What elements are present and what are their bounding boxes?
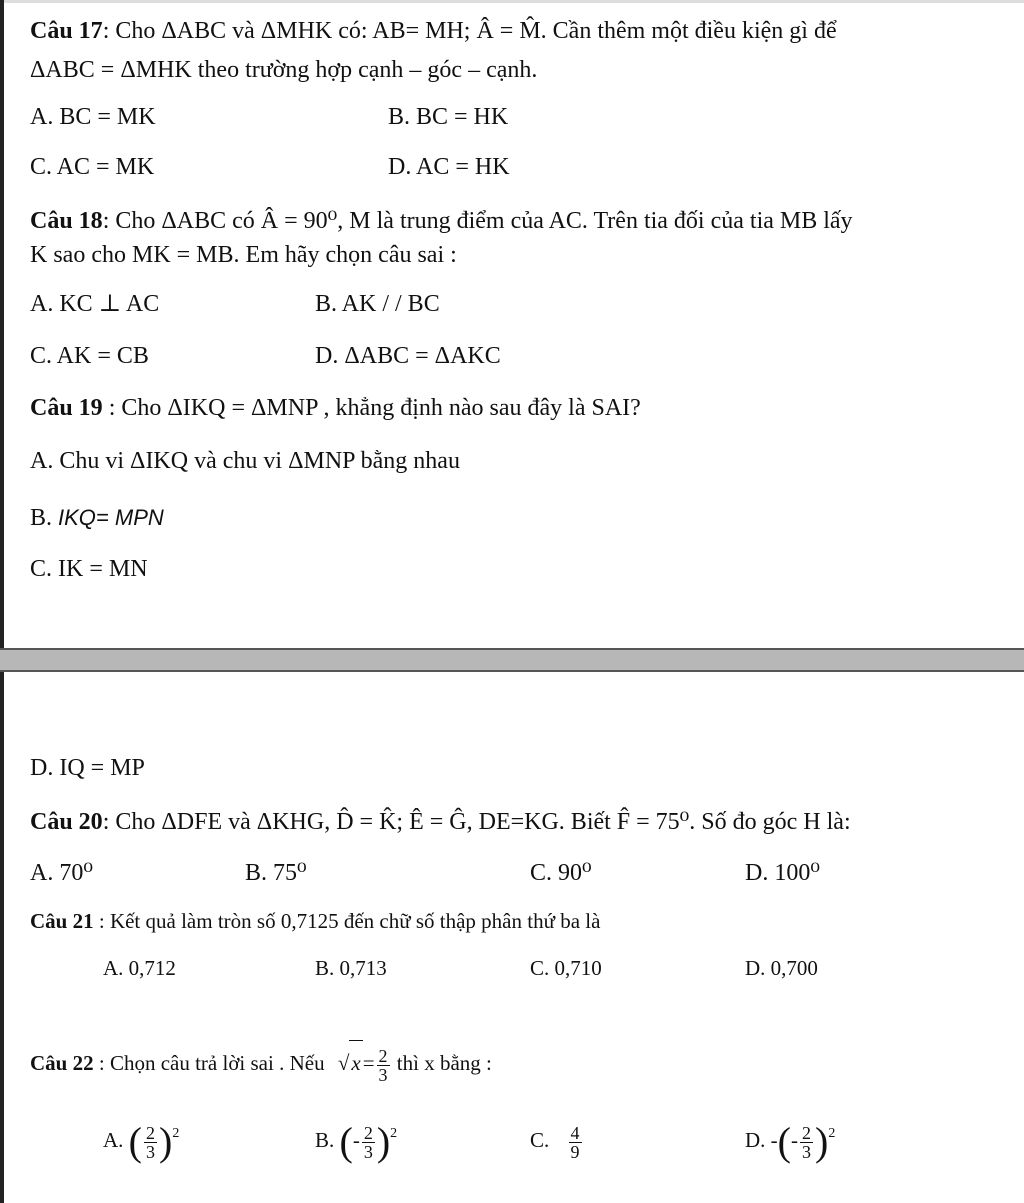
- q19-option-d[interactable]: D. IQ = MP: [30, 755, 145, 781]
- q22-option-c[interactable]: C. $\frac{4}{9}$: [530, 1122, 580, 1162]
- q22-line1: Câu 22 : Chọn câu trả lời sai . Nếu √x= $\frac{2}{3}$ thì x bằng :: [30, 1040, 492, 1085]
- q17-option-a[interactable]: A. BC = MK: [30, 104, 156, 130]
- top-border: [0, 0, 1024, 3]
- q20-label: Câu 20: [30, 809, 103, 835]
- q19-option-a[interactable]: A. Chu vi ΔIKQ và chu vi ΔMNP bằng nhau: [30, 448, 460, 474]
- q19-line1: [30, 393, 641, 423]
- q17-option-c[interactable]: C. AC = MK: [30, 154, 155, 180]
- q19-option-b[interactable]: [30, 503, 164, 533]
- q19-option-b-label: B.: [30, 505, 59, 531]
- q19-label: Câu 19: [30, 395, 103, 421]
- q22-option-a[interactable]: A. ( $\frac{2}{3}$ )$^2$: [103, 1119, 180, 1165]
- q22-option-b[interactable]: B. (- $\frac{2}{3}$ )$^2$: [315, 1119, 398, 1165]
- q22-sqrt-var: x: [349, 1040, 362, 1085]
- q21-option-d[interactable]: D. 0,700: [745, 956, 818, 980]
- left-border: [0, 0, 4, 1203]
- q20-option-b[interactable]: B. 75⁰: [245, 860, 307, 886]
- q21-option-b[interactable]: B. 0,713: [315, 956, 387, 980]
- page-separator: [0, 648, 1024, 672]
- q22-eq: =: [362, 1051, 375, 1075]
- q18-text2: K sao cho MK = MB. Em hãy chọn câu sai :: [30, 242, 457, 268]
- q21-option-c[interactable]: C. 0,710: [530, 956, 602, 980]
- q22-text2: thì x bằng :: [396, 1051, 492, 1075]
- q18-text1: : Cho ΔABC có Â = 90⁰, M là trung điểm của AC. Trên tia đối của tia MB lấy: [102, 208, 853, 234]
- q18-line1: [30, 206, 853, 236]
- q19-option-c[interactable]: C. IK = MN: [30, 556, 148, 582]
- q18-option-b[interactable]: B. AK / / BC: [315, 291, 440, 317]
- q20-text1: : Cho ΔDFE và ΔKHG, D̂ = K̂; Ê = Ĝ, DE=KG. Biết F̂ = 75⁰. Số đo góc H là:: [102, 809, 851, 835]
- q22-label: Câu 22: [30, 1051, 94, 1075]
- q17-label: Câu 17: [30, 18, 103, 44]
- q22-option-d[interactable]: D. -(- $\frac{2}{3}$ )$^2$: [745, 1119, 836, 1165]
- q20-line1: [30, 807, 851, 837]
- q22-text1: : Chọn câu trả lời sai . Nếu: [93, 1051, 325, 1075]
- q17-text2: ΔABC = ΔMHK theo trường hợp cạnh – góc – cạnh.: [30, 57, 538, 83]
- q18-label: Câu 18: [30, 208, 103, 234]
- q18-option-c[interactable]: C. AK = CB: [30, 343, 149, 369]
- q18-option-a[interactable]: A. KC ⊥ AC: [30, 291, 160, 317]
- q22-fraction: $\frac{2}{3}$: [378, 1045, 388, 1085]
- q19-option-b-text: IKQ= MPN: [58, 505, 164, 530]
- q17-option-b[interactable]: B. BC = HK: [388, 104, 509, 130]
- q17-line1: [30, 16, 837, 46]
- q20-option-a[interactable]: A. 70⁰: [30, 860, 93, 886]
- q21-text1: : Kết quả làm tròn số 0,7125 đến chữ số thập phân thứ ba là: [93, 909, 601, 933]
- q18-option-d[interactable]: D. ΔABC = ΔAKC: [315, 343, 501, 369]
- q21-line1: [30, 906, 600, 936]
- q19-text1: : Cho ΔIKQ = ΔMNP , khẳng định nào sau đây là SAI?: [102, 395, 641, 421]
- q21-option-a[interactable]: A. 0,712: [103, 956, 176, 980]
- q20-option-d[interactable]: D. 100⁰: [745, 860, 820, 886]
- q20-option-c[interactable]: C. 90⁰: [530, 860, 592, 886]
- q17-option-d[interactable]: D. AC = HK: [388, 154, 510, 180]
- q21-label: Câu 21: [30, 909, 94, 933]
- q17-text1: : Cho ΔABC và ΔMHK có: AB= MH; Â = M̂. Cần thêm một điều kiện gì để: [102, 18, 837, 44]
